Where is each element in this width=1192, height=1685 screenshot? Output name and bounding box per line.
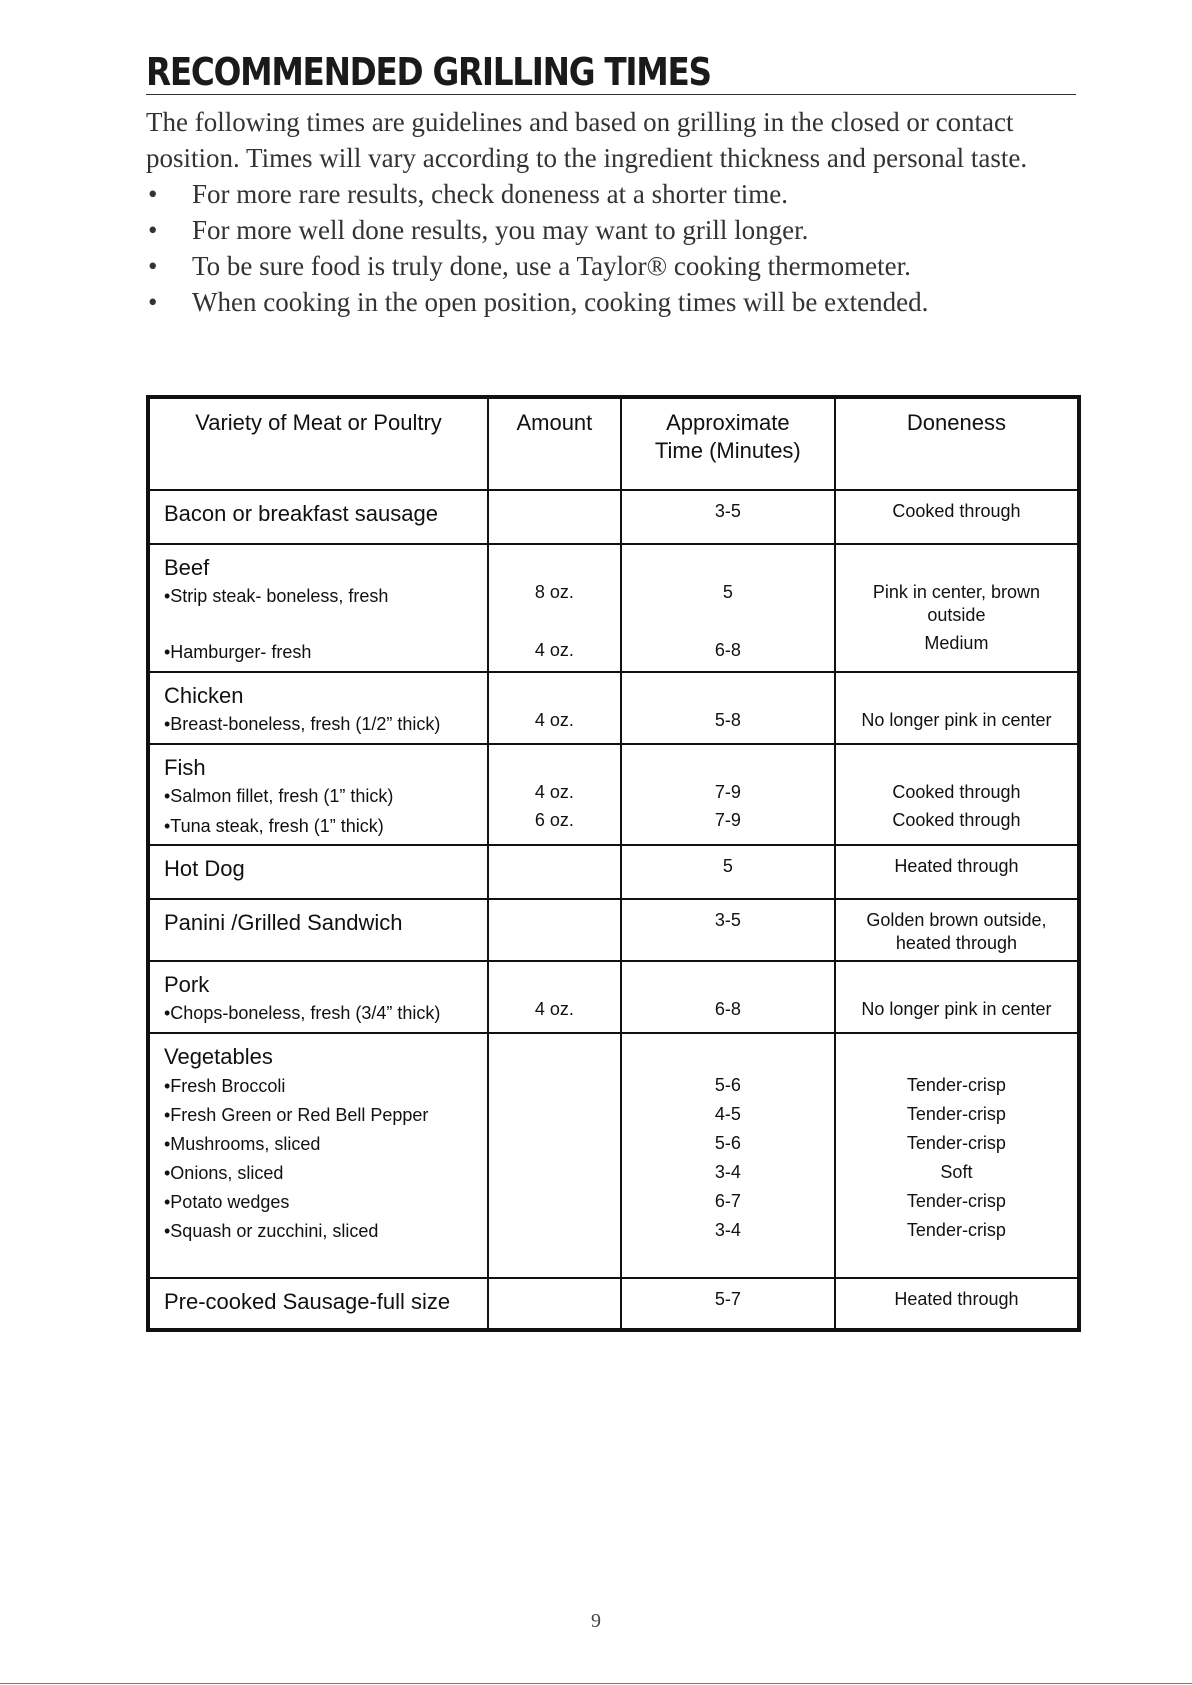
variety-item: •Potato wedges — [164, 1192, 290, 1212]
variety-item: •Fresh Green or Red Bell Pepper — [164, 1105, 429, 1125]
variety-heading: Chicken — [164, 683, 244, 708]
table-row — [148, 845, 1079, 899]
time-value: 3-4 — [714, 1220, 741, 1240]
variety-item: •Salmon fillet, fresh (1” thick) — [164, 786, 394, 806]
amount-value: 4 oz. — [534, 640, 574, 660]
tip-text: For more rare results, check doneness at a shorter time. — [192, 179, 789, 209]
amount-cell — [488, 544, 621, 672]
variety-item: •Chops-boneless, fresh (3/4” thick) — [164, 1003, 441, 1023]
variety-cell — [148, 961, 488, 1033]
variety-cell — [148, 744, 488, 845]
table-row — [148, 744, 1079, 845]
doneness-value: Tender-crisp — [906, 1104, 1006, 1124]
time-cell — [621, 490, 835, 544]
time-value: 5-7 — [714, 1289, 741, 1309]
page-bottom-edge — [0, 1683, 1192, 1684]
time-cell — [621, 899, 835, 961]
doneness-value: Heated through — [894, 1289, 1019, 1309]
tip-text: To be sure food is truly done, use a Taylor® cooking thermometer. — [192, 251, 911, 281]
time-cell — [621, 544, 835, 672]
page-number: 9 — [591, 1610, 601, 1632]
time-value: 6-7 — [714, 1191, 741, 1211]
doneness-value: No longer pink in center — [861, 710, 1052, 730]
amount-value: 4 oz. — [534, 782, 574, 802]
doneness-cell — [835, 1278, 1079, 1330]
variety-heading: Pre-cooked Sausage-full size — [164, 1289, 451, 1314]
variety-heading: Vegetables — [164, 1044, 273, 1069]
doneness-cell — [835, 1033, 1079, 1278]
variety-heading: Beef — [164, 555, 210, 580]
variety-item: •Strip steak- boneless, fresh — [164, 586, 389, 606]
doneness-cell — [835, 845, 1079, 899]
bullet-icon: • — [148, 251, 158, 281]
table-row — [148, 1033, 1079, 1278]
doneness-cell — [835, 490, 1079, 544]
page-title: RECOMMENDED GRILLING TIMES — [146, 50, 711, 94]
amount-value: 4 oz. — [534, 710, 574, 730]
doneness-value: Golden brown outside, heated through — [866, 910, 1047, 953]
variety-cell — [148, 1033, 488, 1278]
amount-cell — [488, 744, 621, 845]
time-cell — [621, 845, 835, 899]
amount-cell — [488, 672, 621, 744]
amount-cell — [488, 490, 621, 544]
title-divider — [146, 94, 1076, 95]
variety-item: •Fresh Broccoli — [164, 1076, 286, 1096]
variety-cell — [148, 544, 488, 672]
variety-heading: Hot Dog — [164, 856, 245, 881]
tip-item — [146, 284, 1086, 320]
variety-heading: Panini /Grilled Sandwich — [164, 910, 403, 935]
doneness-cell — [835, 899, 1079, 961]
doneness-value: Tender-crisp — [906, 1075, 1006, 1095]
table-row — [148, 544, 1079, 672]
time-value: 7-9 — [714, 810, 741, 830]
doneness-value: Cooked through — [892, 782, 1021, 802]
time-value: 3-4 — [714, 1162, 741, 1182]
time-cell — [621, 744, 835, 845]
amount-value: 6 oz. — [534, 810, 574, 830]
variety-cell — [148, 1278, 488, 1330]
variety-item: •Hamburger- fresh — [164, 642, 312, 662]
doneness-value: No longer pink in center — [861, 999, 1052, 1019]
variety-cell — [148, 672, 488, 744]
tips-list — [146, 176, 1086, 320]
variety-item: •Breast-boneless, fresh (1/2” thick) — [164, 714, 441, 734]
grilling-times-table — [146, 395, 1081, 1332]
bullet-icon: • — [148, 179, 158, 209]
bullet-icon: • — [148, 287, 158, 317]
variety-cell — [148, 845, 488, 899]
time-cell — [621, 1033, 835, 1278]
variety-heading: Fish — [164, 755, 206, 780]
time-value: 7-9 — [714, 782, 741, 802]
amount-cell — [488, 1278, 621, 1330]
doneness-value: Pink in center, brown outside — [872, 582, 1040, 625]
variety-cell — [148, 899, 488, 961]
doneness-value: Tender-crisp — [906, 1220, 1006, 1240]
tip-text: For more well done results, you may want to grill longer. — [192, 215, 809, 245]
amount-cell — [488, 845, 621, 899]
tip-item — [146, 212, 1086, 248]
table-row — [148, 899, 1079, 961]
amount-cell — [488, 899, 621, 961]
variety-item: •Mushrooms, sliced — [164, 1134, 321, 1154]
time-value: 3-5 — [714, 501, 741, 521]
bullet-icon: • — [148, 215, 158, 245]
time-value: 5-8 — [714, 710, 741, 730]
doneness-value: Tender-crisp — [906, 1191, 1006, 1211]
tip-text: When cooking in the open position, cooking times will be extended. — [192, 287, 929, 317]
table-row — [148, 490, 1079, 544]
time-value: 5-6 — [714, 1075, 741, 1095]
doneness-value: Tender-crisp — [906, 1133, 1006, 1153]
time-cell — [621, 961, 835, 1033]
time-cell — [621, 1278, 835, 1330]
variety-item: •Tuna steak, fresh (1” thick) — [164, 816, 384, 836]
doneness-cell — [835, 544, 1079, 672]
time-value: 3-5 — [714, 910, 741, 930]
tip-item — [146, 176, 1086, 212]
doneness-cell — [835, 961, 1079, 1033]
column-header-doneness: Doneness — [835, 397, 1079, 490]
amount-value: 4 oz. — [534, 999, 574, 1019]
doneness-value: Soft — [940, 1162, 973, 1182]
doneness-cell — [835, 744, 1079, 845]
column-header-variety: Variety of Meat or Poultry — [148, 397, 488, 490]
table-row — [148, 961, 1079, 1033]
amount-cell — [488, 961, 621, 1033]
variety-cell — [148, 490, 488, 544]
table-header-row — [148, 397, 1079, 490]
time-value: 6-8 — [714, 640, 741, 660]
table-row — [148, 1278, 1079, 1330]
column-header-time — [621, 397, 835, 490]
amount-cell — [488, 1033, 621, 1278]
column-header-amount: Amount — [488, 397, 621, 490]
variety-item: •Onions, sliced — [164, 1163, 284, 1183]
intro-section — [146, 104, 1086, 320]
doneness-value: Cooked through — [892, 501, 1021, 521]
variety-heading: Bacon or breakfast sausage — [164, 501, 438, 526]
doneness-value: Medium — [924, 633, 989, 653]
doneness-cell — [835, 672, 1079, 744]
doneness-value: Heated through — [894, 856, 1019, 876]
time-value: 5 — [722, 856, 733, 876]
column-header-time-label: Approximate Time (Minutes) — [654, 410, 801, 463]
intro-paragraph: The following times are guidelines and based on grilling in the closed or contact position. Times will vary according to the ingredient thickness and personal taste. — [146, 107, 1028, 173]
time-value: 5 — [722, 582, 733, 602]
time-cell — [621, 672, 835, 744]
variety-item: •Squash or zucchini, sliced — [164, 1221, 379, 1241]
variety-heading: Pork — [164, 972, 210, 997]
doneness-value: Cooked through — [892, 810, 1021, 830]
time-value: 6-8 — [714, 999, 741, 1019]
table-row — [148, 672, 1079, 744]
time-value: 4-5 — [714, 1104, 741, 1124]
amount-value: 8 oz. — [534, 582, 574, 602]
tip-item — [146, 248, 1086, 284]
time-value: 5-6 — [714, 1133, 741, 1153]
